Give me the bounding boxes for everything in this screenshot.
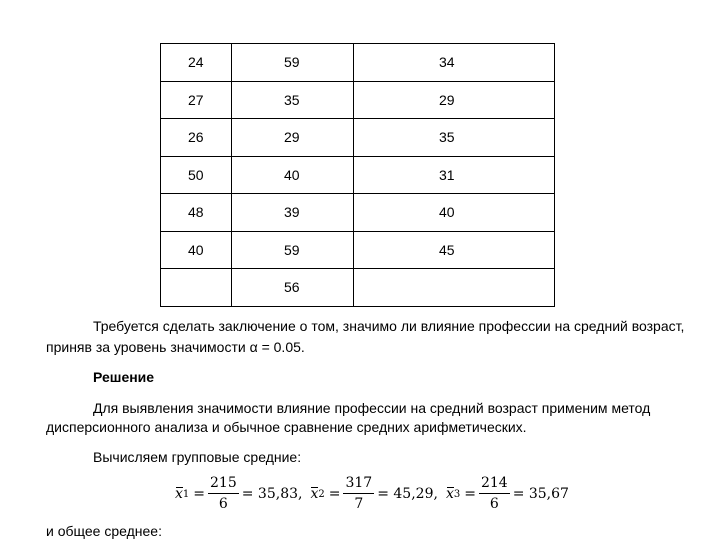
table-cell: 40 — [354, 194, 555, 232]
table-cell: 26 — [161, 119, 232, 157]
fraction-denominator: 6 — [489, 496, 499, 512]
table-row — [161, 156, 555, 194]
data-table — [160, 43, 555, 307]
mean-subscript: 1 — [182, 488, 190, 500]
table-cell: 48 — [161, 194, 232, 232]
table-cell: 40 — [161, 231, 232, 269]
table-cell: 45 — [354, 231, 555, 269]
table-cell: 31 — [354, 156, 555, 194]
method-text-line1: Для выявления значимости влияние профессии на средний возраст применим метод — [93, 400, 651, 416]
overall-mean-intro: и общее среднее: — [46, 523, 162, 539]
table-cell: 29 — [354, 81, 555, 119]
fraction-denominator: 6 — [218, 496, 228, 512]
table-cell: 56 — [232, 269, 354, 307]
group-means-formula: x 1 = $\frac{215}{6}$ = 35,83, x 2 = $\frac{317}{7}$ = 45,29, x 3 = $\frac{214}{6}$ = 35,67 — [175, 475, 569, 512]
mean-symbol: x — [310, 486, 319, 502]
fraction — [208, 475, 239, 513]
group-means-intro: Вычисляем групповые средние: — [93, 449, 302, 465]
table-cell: 50 — [161, 156, 232, 194]
table-cell — [161, 269, 232, 307]
table-row — [161, 269, 555, 307]
solution-heading: Решение — [93, 369, 155, 385]
table-cell — [354, 269, 555, 307]
task-text-line2: приняв за уровень значимости α = 0.05. — [46, 339, 305, 355]
mean-result: = 45,29, — [377, 486, 438, 502]
fraction-numerator: 214 — [479, 475, 510, 494]
fraction — [479, 475, 510, 513]
mean-result: = 35,67 — [512, 486, 569, 502]
table-cell: 27 — [161, 81, 232, 119]
mean-symbol: x — [175, 486, 183, 502]
method-text-line2: дисперсионного анализа и обычное сравнение средних арифметических. — [46, 419, 527, 435]
mean-result: = 35,83, — [241, 486, 303, 502]
table-cell: 59 — [232, 231, 354, 269]
table-cell: 29 — [232, 119, 354, 157]
table-row — [161, 81, 555, 119]
fraction-denominator: 7 — [354, 496, 364, 512]
table-cell: 35 — [232, 81, 354, 119]
fraction-numerator: 317 — [343, 475, 374, 494]
table-cell: 39 — [232, 194, 354, 232]
mean-subscript: 2 — [318, 488, 325, 500]
table-cell: 35 — [354, 119, 555, 157]
table-cell: 40 — [232, 156, 354, 194]
table-row — [161, 231, 555, 269]
mean-symbol: x — [445, 486, 454, 502]
mean-subscript: 3 — [453, 488, 461, 500]
table-row — [161, 119, 555, 157]
table-cell: 59 — [232, 44, 354, 82]
fraction — [343, 475, 374, 513]
table-cell: 34 — [354, 44, 555, 82]
table-row — [161, 44, 555, 82]
fraction-numerator: 215 — [208, 475, 239, 494]
task-text-line1: Требуется сделать заключение о том, значимо ли влияние профессии на средний возраст, — [93, 318, 685, 334]
table-row — [161, 194, 555, 232]
table-cell: 24 — [161, 44, 232, 82]
